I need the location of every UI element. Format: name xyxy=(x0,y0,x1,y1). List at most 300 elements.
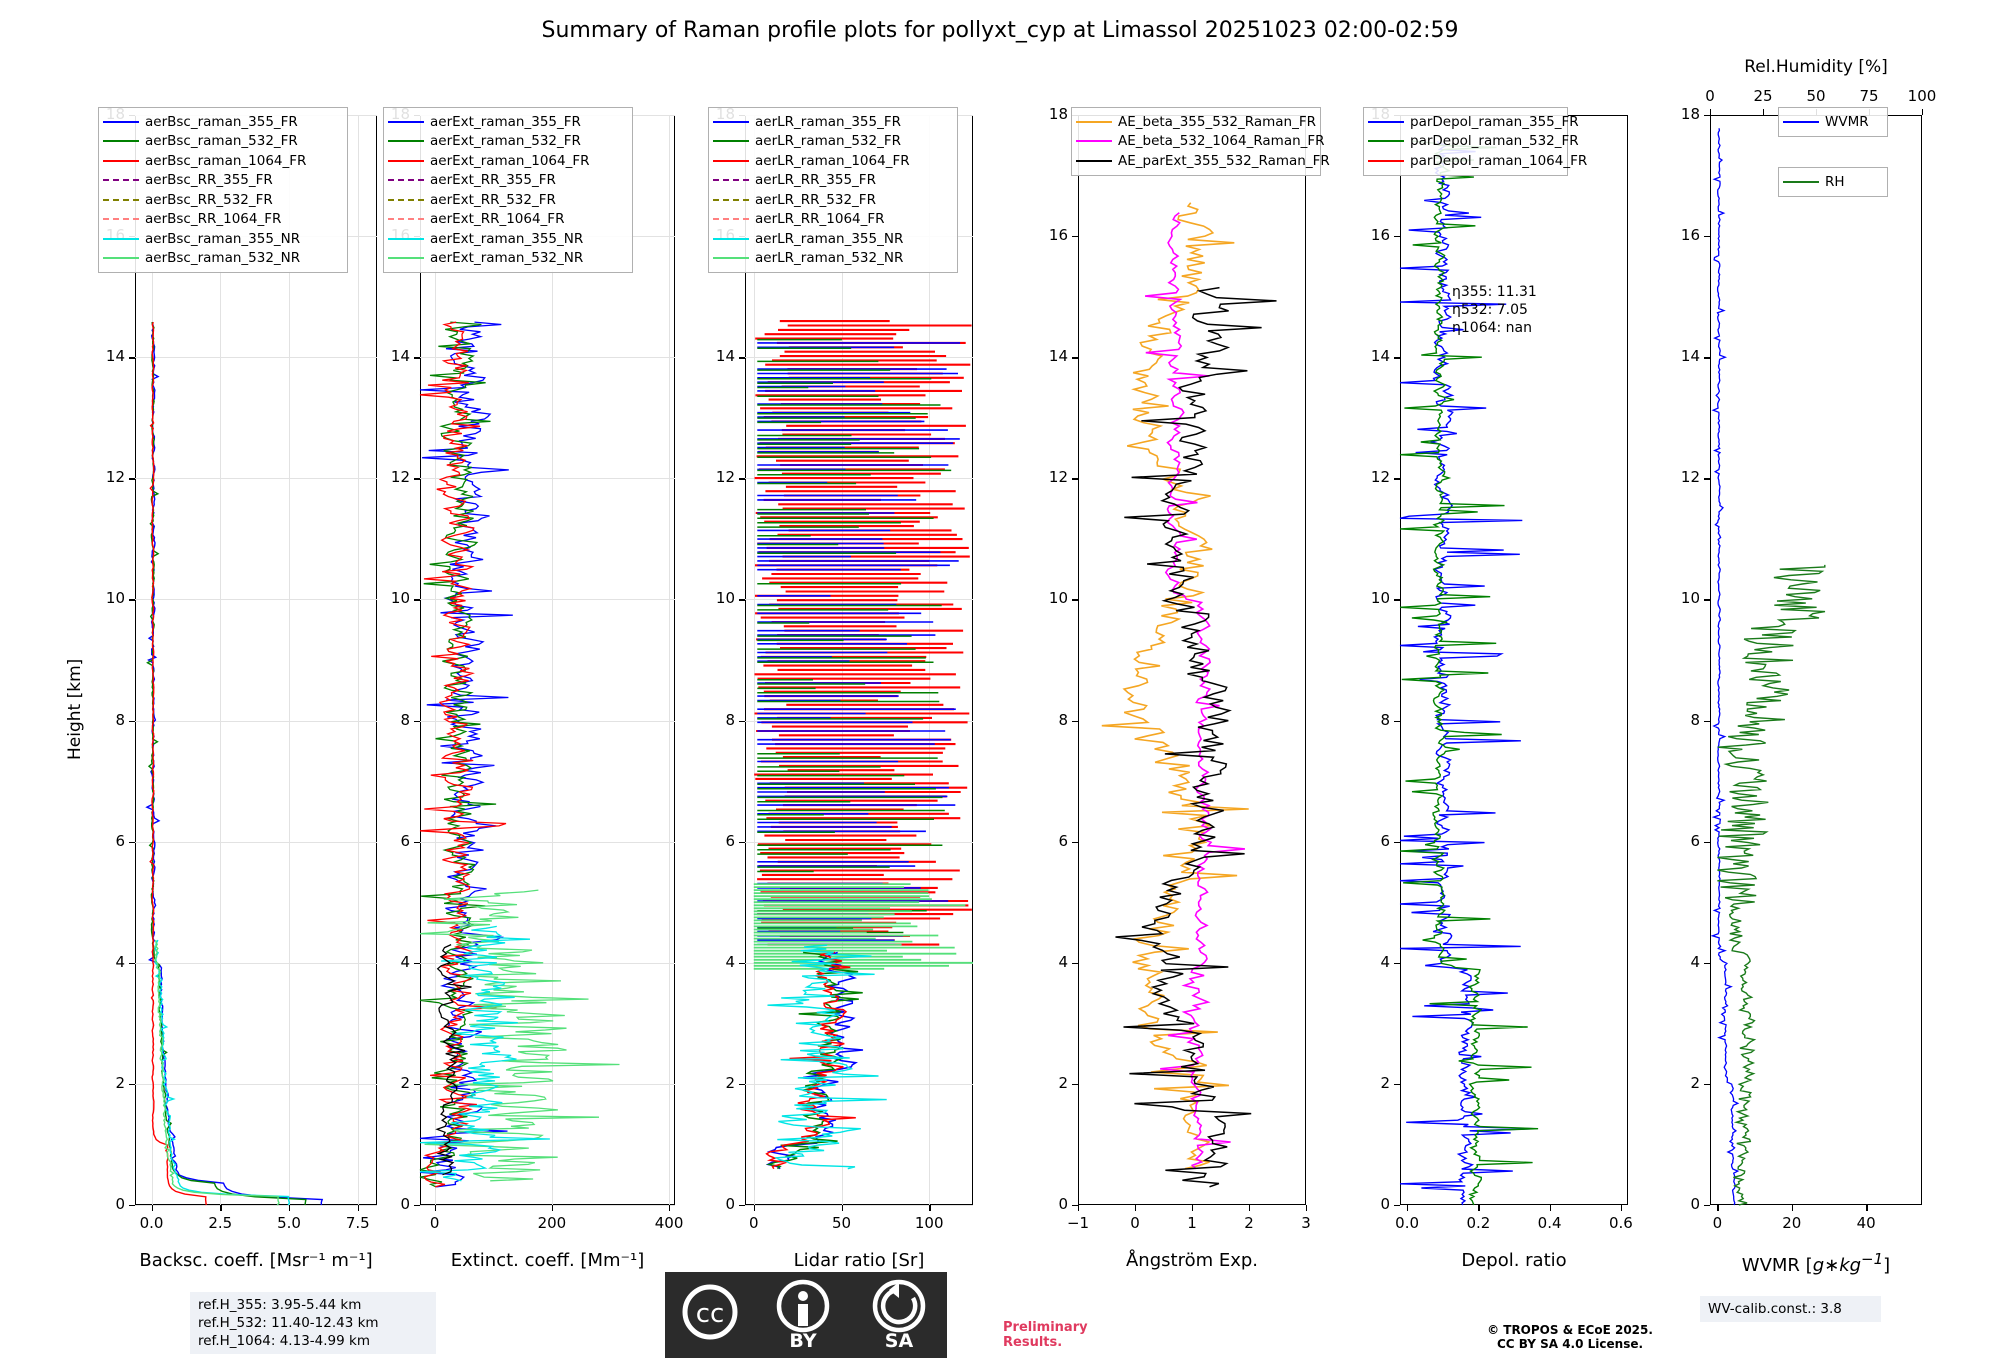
x-tickmark xyxy=(1866,1205,1867,1211)
x-tickmark xyxy=(1078,1205,1079,1211)
legend-swatch xyxy=(388,121,424,123)
y-tick-label: 4 xyxy=(1690,952,1700,971)
x-tickmark xyxy=(1192,1205,1193,1211)
legend-label: aerLR_raman_1064_FR xyxy=(755,152,910,169)
top-x-tick-label: 75 xyxy=(1859,87,1879,105)
legend-swatch xyxy=(713,121,749,123)
legend-swatch xyxy=(103,218,139,220)
y-tickmark xyxy=(739,1084,745,1085)
legend-swatch xyxy=(388,218,424,220)
legend-label: parDepol_raman_355_FR xyxy=(1410,113,1579,130)
legend-swatch xyxy=(388,160,424,162)
y-tickmark xyxy=(414,357,420,358)
legend-swatch xyxy=(388,140,424,142)
legend-label: parDepol_raman_532_FR xyxy=(1410,133,1579,150)
legend-item[interactable] xyxy=(388,112,626,132)
legend-swatch xyxy=(103,140,139,142)
y-tick-label: 2 xyxy=(1690,1073,1700,1092)
legend-label: aerExt_RR_355_FR xyxy=(430,172,556,189)
y-tick-label: 12 xyxy=(1680,468,1700,487)
y-tickmark xyxy=(1072,478,1078,479)
grid-line-y xyxy=(420,599,675,600)
page-title: Summary of Raman profile plots for pollyxt_cyp at Limassol 20251023 02:00-02:59 xyxy=(541,18,1459,43)
top-x-tickmark xyxy=(1763,109,1764,115)
y-tick-label: 4 xyxy=(1058,952,1068,971)
y-tick-label: 12 xyxy=(390,468,410,487)
legend-1[interactable] xyxy=(383,107,633,273)
y-tickmark xyxy=(1704,236,1710,237)
legend-swatch xyxy=(103,121,139,123)
x-tick-label: 2.5 xyxy=(208,1214,233,1232)
y-tick-label: 6 xyxy=(115,831,125,850)
y-tick-label: 4 xyxy=(725,952,735,971)
x-tickmark xyxy=(669,1205,670,1211)
legend-label: aerLR_RR_1064_FR xyxy=(755,211,885,228)
x-tick-label: 7.5 xyxy=(345,1214,370,1232)
y-tickmark xyxy=(129,599,135,600)
legend-item[interactable] xyxy=(388,190,626,210)
x-tickmark xyxy=(1306,1205,1307,1211)
x-tick-label: 0.2 xyxy=(1466,1214,1491,1232)
credit-line-1: © TROPOS & ECoE 2025. xyxy=(1487,1323,1653,1337)
eta-annotations xyxy=(1452,283,1537,337)
y-tickmark xyxy=(129,842,135,843)
legend-item[interactable] xyxy=(103,229,341,249)
x-tick-label: 0.0 xyxy=(139,1214,164,1232)
x-axis-label-0: Backsc. coeff. [Msr⁻¹ m⁻¹] xyxy=(139,1250,373,1271)
grid-line-x xyxy=(754,115,755,1205)
plot-area-2 xyxy=(745,115,973,1205)
legend-item[interactable] xyxy=(713,229,951,249)
x-axis-label-2: Lidar ratio [Sr] xyxy=(793,1250,925,1271)
y-tick-label: 10 xyxy=(1680,589,1700,608)
x-axis-label-1: Extinct. coeff. [Mm⁻¹] xyxy=(450,1250,645,1271)
legend-item[interactable] xyxy=(103,151,341,171)
y-tickmark xyxy=(1394,963,1400,964)
legend-swatch xyxy=(1368,121,1404,123)
x-tickmark xyxy=(842,1205,843,1211)
legend-swatch xyxy=(103,199,139,201)
x-axis-label-5: WVMR $[g∗kg^{-1}]$ xyxy=(1741,1250,1891,1276)
y-tickmark xyxy=(1072,1084,1078,1085)
cc-by-label: BY xyxy=(789,1330,817,1352)
x-tick-label: 0 xyxy=(749,1214,759,1232)
x-tick-label: 0 xyxy=(1712,1214,1723,1232)
y-tickmark xyxy=(1394,1205,1400,1206)
legend-label: aerExt_raman_355_NR xyxy=(430,230,584,247)
x-tick-label: 5.0 xyxy=(277,1214,301,1232)
x-tick-label: 0.0 xyxy=(1395,1214,1420,1232)
y-tick-label: 0 xyxy=(1690,1195,1700,1213)
legend-label: aerBsc_RR_355_FR xyxy=(145,172,273,189)
grid-line-y xyxy=(135,842,377,843)
y-tickmark xyxy=(1704,721,1710,722)
grid-line-y xyxy=(135,599,377,600)
y-tick-label: 2 xyxy=(1058,1073,1068,1092)
y-tickmark xyxy=(129,963,135,964)
y-tick-label: 8 xyxy=(115,710,125,729)
y-tickmark xyxy=(414,963,420,964)
x-tick-label: 1 xyxy=(1187,1214,1197,1232)
x-tick-label: 40 xyxy=(1856,1214,1876,1232)
legend-item[interactable] xyxy=(103,171,341,191)
legend-3[interactable] xyxy=(1071,107,1330,176)
legend-swatch xyxy=(713,257,749,259)
y-tick-label: 2 xyxy=(115,1073,125,1092)
grid-line-x xyxy=(289,115,290,1205)
grid-line-x xyxy=(358,115,359,1205)
top-x-tick-label: 100 xyxy=(1907,87,1937,105)
y-tick-label: 0 xyxy=(725,1195,735,1213)
y-tickmark xyxy=(129,721,135,722)
x-tickmark xyxy=(1792,1205,1793,1211)
grid-line-y xyxy=(745,963,973,964)
y-tickmark xyxy=(1704,842,1710,843)
y-tickmark xyxy=(739,1205,745,1206)
y-tick-label: 18 xyxy=(1048,105,1068,123)
x-tick-label: 3 xyxy=(1301,1214,1311,1232)
legend-item[interactable] xyxy=(713,190,951,210)
y-tickmark xyxy=(1072,842,1078,843)
y-tickmark xyxy=(1394,721,1400,722)
legend-label: AE_beta_355_532_Raman_FR xyxy=(1118,113,1316,130)
legend-label: aerLR_RR_355_FR xyxy=(755,172,876,189)
legend-label: aerExt_raman_532_FR xyxy=(430,133,581,150)
legend-label: aerBsc_raman_532_NR xyxy=(145,250,301,267)
legend-item[interactable] xyxy=(1368,112,1579,132)
x-tick-label: 400 xyxy=(654,1214,684,1232)
legend-label: aerExt_raman_532_NR xyxy=(430,250,584,267)
x-tickmark xyxy=(435,1205,436,1211)
legend-item[interactable] xyxy=(103,190,341,210)
y-tick-label: 16 xyxy=(1370,226,1390,245)
legend-label: aerBsc_RR_1064_FR xyxy=(145,211,282,228)
wv-calib-value: WV-calib.const.: 3.8 xyxy=(1708,1301,1842,1317)
legend-item[interactable] xyxy=(713,249,951,269)
y-tickmark xyxy=(129,357,135,358)
grid-line-x xyxy=(669,115,670,1205)
svg-text:cc: cc xyxy=(695,1299,725,1329)
x-tick-label: 100 xyxy=(914,1214,944,1232)
legend-item[interactable] xyxy=(713,210,951,230)
top-x-tickmark xyxy=(1922,109,1923,115)
legend-item[interactable] xyxy=(388,132,626,152)
plot-area-0 xyxy=(135,115,377,1205)
legend-2[interactable] xyxy=(708,107,958,273)
grid-line-y xyxy=(745,1205,973,1206)
y-tick-label: 10 xyxy=(1048,589,1068,608)
grid-line-y xyxy=(745,478,973,479)
grid-line-x xyxy=(929,115,930,1205)
legend-label: aerBsc_raman_355_NR xyxy=(145,230,301,247)
legend-swatch xyxy=(103,179,139,181)
y-tickmark xyxy=(739,842,745,843)
y-tickmark xyxy=(414,599,420,600)
legend-swatch xyxy=(1368,140,1404,142)
x-tickmark xyxy=(1249,1205,1250,1211)
preliminary-line-1: Preliminary xyxy=(1003,1320,1088,1335)
y-tickmark xyxy=(1072,721,1078,722)
legend-item[interactable] xyxy=(103,132,341,152)
legend-item[interactable] xyxy=(713,112,951,132)
legend-swatch xyxy=(713,160,749,162)
top-x-tickmark xyxy=(1710,109,1711,115)
y-tickmark xyxy=(414,721,420,722)
grid-line-y xyxy=(135,721,377,722)
legend-item[interactable] xyxy=(103,249,341,269)
legend-swatch xyxy=(713,218,749,220)
grid-line-y xyxy=(135,478,377,479)
x-tick-label: 200 xyxy=(537,1214,567,1232)
y-tickmark xyxy=(1704,115,1710,116)
grid-line-y xyxy=(135,357,377,358)
legend-swatch xyxy=(1076,160,1112,162)
legend-label: aerExt_RR_532_FR xyxy=(430,191,556,208)
legend-0[interactable] xyxy=(98,107,348,273)
y-tick-label: 6 xyxy=(1380,831,1390,850)
y-tick-label: 12 xyxy=(715,468,735,487)
legend-label: parDepol_raman_1064_FR xyxy=(1410,152,1588,169)
legend-label: aerExt_raman_355_FR xyxy=(430,113,581,130)
x-axis-label-4: Depol. ratio xyxy=(1461,1250,1567,1271)
legend-swatch xyxy=(713,199,749,201)
legend-swatch xyxy=(388,257,424,259)
legend-label: aerLR_raman_355_FR xyxy=(755,113,901,130)
legend-item[interactable] xyxy=(713,151,951,171)
legend-swatch xyxy=(1076,121,1112,123)
legend-label: aerLR_raman_355_NR xyxy=(755,230,904,247)
x-tickmark xyxy=(289,1205,290,1211)
grid-line-y xyxy=(745,357,973,358)
legend-item[interactable] xyxy=(388,249,626,269)
y-tick-label: 16 xyxy=(1048,226,1068,245)
wv-calib-box xyxy=(1700,1296,1881,1322)
x-tickmark xyxy=(552,1205,553,1211)
cc-sa-label: SA xyxy=(884,1330,914,1352)
y-tickmark xyxy=(414,478,420,479)
grid-line-x xyxy=(435,115,436,1205)
x-tickmark xyxy=(929,1205,930,1211)
y-tick-label: 0 xyxy=(115,1195,125,1213)
legend-swatch xyxy=(713,238,749,240)
legend-label: aerExt_RR_1064_FR xyxy=(430,211,565,228)
y-tickmark xyxy=(1704,963,1710,964)
legend-item[interactable] xyxy=(1076,132,1325,152)
x-tickmark xyxy=(1550,1205,1551,1211)
legend-swatch xyxy=(388,199,424,201)
legend-swatch xyxy=(713,140,749,142)
plot-area-4 xyxy=(1400,115,1628,1205)
y-tickmark xyxy=(1072,236,1078,237)
legend-label: AE_parExt_355_532_Raman_FR xyxy=(1118,152,1330,169)
grid-line-y xyxy=(420,842,675,843)
grid-line-y xyxy=(420,1205,675,1206)
y-tickmark xyxy=(1394,1084,1400,1085)
y-tickmark xyxy=(739,599,745,600)
grid-line-y xyxy=(745,721,973,722)
plot-area-3 xyxy=(1078,115,1306,1205)
x-tick-label: 2 xyxy=(1244,1214,1254,1232)
legend-label: aerLR_RR_532_FR xyxy=(755,191,876,208)
legend-item[interactable] xyxy=(103,112,341,132)
grid-line-x xyxy=(152,115,153,1205)
legend-item[interactable] xyxy=(388,171,626,191)
y-tickmark xyxy=(739,963,745,964)
legend-item[interactable] xyxy=(1368,132,1579,152)
y-tickmark xyxy=(414,1084,420,1085)
legend-item[interactable] xyxy=(103,210,341,230)
legend-item[interactable] xyxy=(1783,172,1881,192)
y-tick-label: 8 xyxy=(1690,710,1700,729)
x-tick-label: 0.6 xyxy=(1608,1214,1633,1232)
legend-label: aerBsc_RR_532_FR xyxy=(145,191,273,208)
x-tick-label: 50 xyxy=(831,1214,852,1232)
legend-swatch xyxy=(1783,181,1819,183)
x-tickmark xyxy=(358,1205,359,1211)
y-tickmark xyxy=(1072,963,1078,964)
y-tick-label: 14 xyxy=(1680,347,1700,366)
x-tick-label: −1 xyxy=(1066,1214,1090,1232)
copyright-note xyxy=(1455,1323,1685,1351)
y-tickmark xyxy=(129,1084,135,1085)
legend-label: AE_beta_532_1064_Raman_FR xyxy=(1118,133,1325,150)
grid-line-y xyxy=(420,357,675,358)
legend-item[interactable] xyxy=(713,132,951,152)
grid-line-y xyxy=(135,963,377,964)
legend-swatch xyxy=(1368,160,1404,162)
legend-label: RH xyxy=(1825,173,1845,190)
y-tick-label: 0 xyxy=(1380,1195,1390,1213)
legend-item[interactable] xyxy=(388,151,626,171)
y-tickmark xyxy=(1704,599,1710,600)
grid-line-y xyxy=(420,1084,675,1085)
y-tickmark xyxy=(129,1205,135,1206)
top-x-tick-label: 0 xyxy=(1705,87,1715,105)
legend-swatch xyxy=(388,179,424,181)
grid-line-y xyxy=(420,721,675,722)
legend-label: aerLR_raman_532_FR xyxy=(755,133,901,150)
grid-line-x xyxy=(552,115,553,1205)
y-tick-label: 4 xyxy=(115,952,125,971)
y-tick-label: 8 xyxy=(1380,710,1390,729)
ref-h-1064: ref.H_1064: 4.13-4.99 km xyxy=(198,1333,370,1349)
x-tick-label: 20 xyxy=(1782,1214,1802,1232)
grid-line-x xyxy=(842,115,843,1205)
eta-355: η355: 11.31 xyxy=(1452,284,1537,300)
y-tickmark xyxy=(1394,842,1400,843)
legend-swatch xyxy=(103,257,139,259)
legend-item[interactable] xyxy=(388,210,626,230)
y-tick-label: 14 xyxy=(105,347,125,366)
legend-swatch xyxy=(713,179,749,181)
grid-line-x xyxy=(220,115,221,1205)
x-tickmark xyxy=(1717,1205,1718,1211)
y-tickmark xyxy=(1704,478,1710,479)
legend-label: aerLR_raman_532_NR xyxy=(755,250,904,267)
x-tick-label: 0 xyxy=(1130,1214,1140,1232)
y-tickmark xyxy=(739,357,745,358)
x-tick-label: 0 xyxy=(429,1214,440,1232)
legend-swatch xyxy=(103,160,139,162)
ref-h-532: ref.H_532: 11.40-12.43 km xyxy=(198,1315,379,1331)
top-x-tick-label: 25 xyxy=(1753,87,1773,105)
y-tick-label: 4 xyxy=(1380,952,1390,971)
x-tickmark xyxy=(152,1205,153,1211)
credit-line-2: CC BY SA 4.0 License. xyxy=(1496,1337,1644,1351)
y-tickmark xyxy=(414,1205,420,1206)
grid-line-y xyxy=(135,1205,377,1206)
y-tick-label: 12 xyxy=(1370,468,1390,487)
eta-532: η532: 7.05 xyxy=(1452,302,1528,318)
legend-4[interactable] xyxy=(1363,107,1588,176)
y-tickmark xyxy=(1394,478,1400,479)
y-tick-label: 8 xyxy=(725,710,735,729)
y-tick-label: 8 xyxy=(1058,710,1068,729)
legend-label: aerBsc_raman_355_FR xyxy=(145,113,298,130)
y-tick-label: 2 xyxy=(400,1073,410,1092)
top-x-tick-label: 50 xyxy=(1806,87,1826,105)
y-tick-label: 14 xyxy=(1048,347,1068,366)
y-tick-label: 0 xyxy=(1058,1195,1068,1213)
y-tick-label: 12 xyxy=(1048,468,1068,487)
y-axis-label: Height [km] xyxy=(65,658,85,760)
x-tickmark xyxy=(220,1205,221,1211)
x-tick-label: 0.4 xyxy=(1537,1214,1562,1232)
y-tick-label: 10 xyxy=(390,589,410,608)
y-tick-label: 10 xyxy=(105,589,125,608)
legend-item[interactable] xyxy=(1076,151,1330,171)
y-tick-label: 8 xyxy=(400,710,410,729)
plot-area-1 xyxy=(420,115,675,1205)
y-tickmark xyxy=(1394,236,1400,237)
y-tick-label: 6 xyxy=(725,831,735,850)
y-tick-label: 12 xyxy=(105,468,125,487)
y-tick-label: 6 xyxy=(1690,831,1700,850)
preliminary-line-2: Results. xyxy=(1003,1335,1063,1350)
legend-item[interactable] xyxy=(1076,112,1314,132)
y-tickmark xyxy=(1072,599,1078,600)
legend-item[interactable] xyxy=(713,171,951,191)
y-tick-label: 14 xyxy=(715,347,735,366)
eta-1064: η1064: nan xyxy=(1452,320,1532,336)
x-tickmark xyxy=(1478,1205,1479,1211)
legend-item[interactable] xyxy=(1783,112,1881,132)
top-axis-title: Rel.Humidity [%] xyxy=(1744,57,1888,77)
plot-area-5 xyxy=(1710,115,1922,1205)
legend-swatch xyxy=(1783,121,1819,123)
ref-h-355: ref.H_355: 3.95-5.44 km xyxy=(198,1297,362,1313)
x-tickmark xyxy=(754,1205,755,1211)
preliminary-results-note xyxy=(1003,1320,1088,1350)
x-axis-label-3: Ångström Exp. xyxy=(1125,1250,1259,1271)
y-tickmark xyxy=(1072,357,1078,358)
y-tickmark xyxy=(1704,357,1710,358)
grid-line-y xyxy=(135,1084,377,1085)
x-tickmark xyxy=(1621,1205,1622,1211)
legend-item[interactable] xyxy=(1368,151,1588,171)
legend-5-rh[interactable] xyxy=(1778,167,1888,197)
legend-swatch xyxy=(1076,140,1112,142)
grid-line-y xyxy=(420,963,675,964)
legend-swatch xyxy=(103,238,139,240)
grid-line-y xyxy=(745,599,973,600)
legend-item[interactable] xyxy=(388,229,626,249)
y-tickmark xyxy=(1704,1084,1710,1085)
y-tick-label: 10 xyxy=(1370,589,1390,608)
y-tick-label: 10 xyxy=(715,589,735,608)
grid-line-y xyxy=(420,478,675,479)
legend-5[interactable] xyxy=(1778,107,1888,137)
